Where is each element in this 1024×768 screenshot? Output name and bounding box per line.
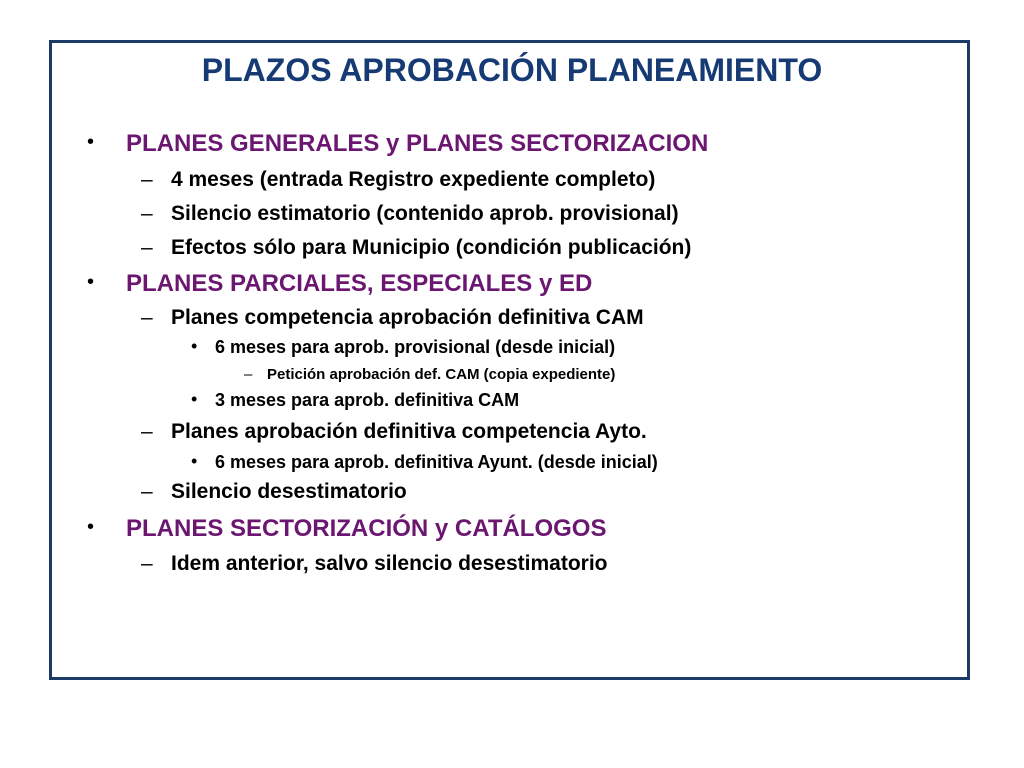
item-text: Idem anterior, salvo silencio desestimatorio bbox=[171, 552, 608, 575]
dash-icon: – bbox=[244, 366, 253, 383]
bullet-icon: • bbox=[87, 516, 95, 538]
item-text: PLANES PARCIALES, ESPECIALES y ED bbox=[126, 270, 593, 297]
bullet-icon: • bbox=[191, 389, 198, 409]
dash-icon: – bbox=[141, 480, 153, 503]
dash-icon: – bbox=[141, 306, 153, 329]
item-text: PLANES GENERALES y PLANES SECTORIZACION bbox=[126, 130, 709, 157]
item-text: Petición aprobación def. CAM (copia expediente) bbox=[267, 366, 616, 383]
dash-icon: – bbox=[141, 420, 153, 443]
bullet-icon: • bbox=[191, 451, 198, 471]
item-text: Silencio desestimatorio bbox=[171, 480, 407, 503]
outline-item-l3 bbox=[191, 451, 658, 473]
outline-item-l4 bbox=[244, 366, 616, 383]
slide-title: PLAZOS APROBACIÓN PLANEAMIENTO bbox=[201, 52, 823, 88]
outline-item-l1 bbox=[87, 130, 709, 158]
item-text: 6 meses para aprob. provisional (desde inicial) bbox=[215, 337, 616, 357]
item-text: PLANES SECTORIZACIÓN y CATÁLOGOS bbox=[126, 515, 607, 542]
item-text: 4 meses (entrada Registro expediente completo) bbox=[171, 168, 656, 191]
item-text: Silencio estimatorio (contenido aprob. provisional) bbox=[171, 202, 679, 225]
outline-item-l1 bbox=[87, 270, 593, 298]
outline-item-l2 bbox=[141, 480, 407, 504]
item-text: Planes competencia aprobación definitiva CAM bbox=[171, 306, 644, 329]
dash-icon: – bbox=[141, 552, 153, 575]
item-text: 6 meses para aprob. definitiva Ayunt. (desde inicial) bbox=[215, 452, 658, 472]
dash-icon: – bbox=[141, 236, 153, 259]
outline-item-l1 bbox=[87, 515, 607, 543]
outline-item-l2 bbox=[141, 552, 608, 576]
outline-item-l2 bbox=[141, 306, 644, 330]
item-text: Efectos sólo para Municipio (condición publicación) bbox=[171, 236, 692, 259]
dash-icon: – bbox=[141, 168, 153, 191]
outline-item-l3 bbox=[191, 336, 616, 358]
outline-item-l2 bbox=[141, 202, 679, 226]
item-text: 3 meses para aprob. definitiva CAM bbox=[215, 390, 520, 410]
bullet-icon: • bbox=[87, 271, 95, 293]
bullet-icon: • bbox=[87, 131, 95, 153]
outline-item-l2 bbox=[141, 168, 656, 192]
outline-item-l3 bbox=[191, 389, 520, 411]
bullet-icon: • bbox=[191, 336, 198, 356]
item-text: Planes aprobación definitiva competencia Ayto. bbox=[171, 420, 647, 443]
outline-item-l2 bbox=[141, 236, 692, 260]
outline-item-l2 bbox=[141, 420, 647, 444]
dash-icon: – bbox=[141, 202, 153, 225]
